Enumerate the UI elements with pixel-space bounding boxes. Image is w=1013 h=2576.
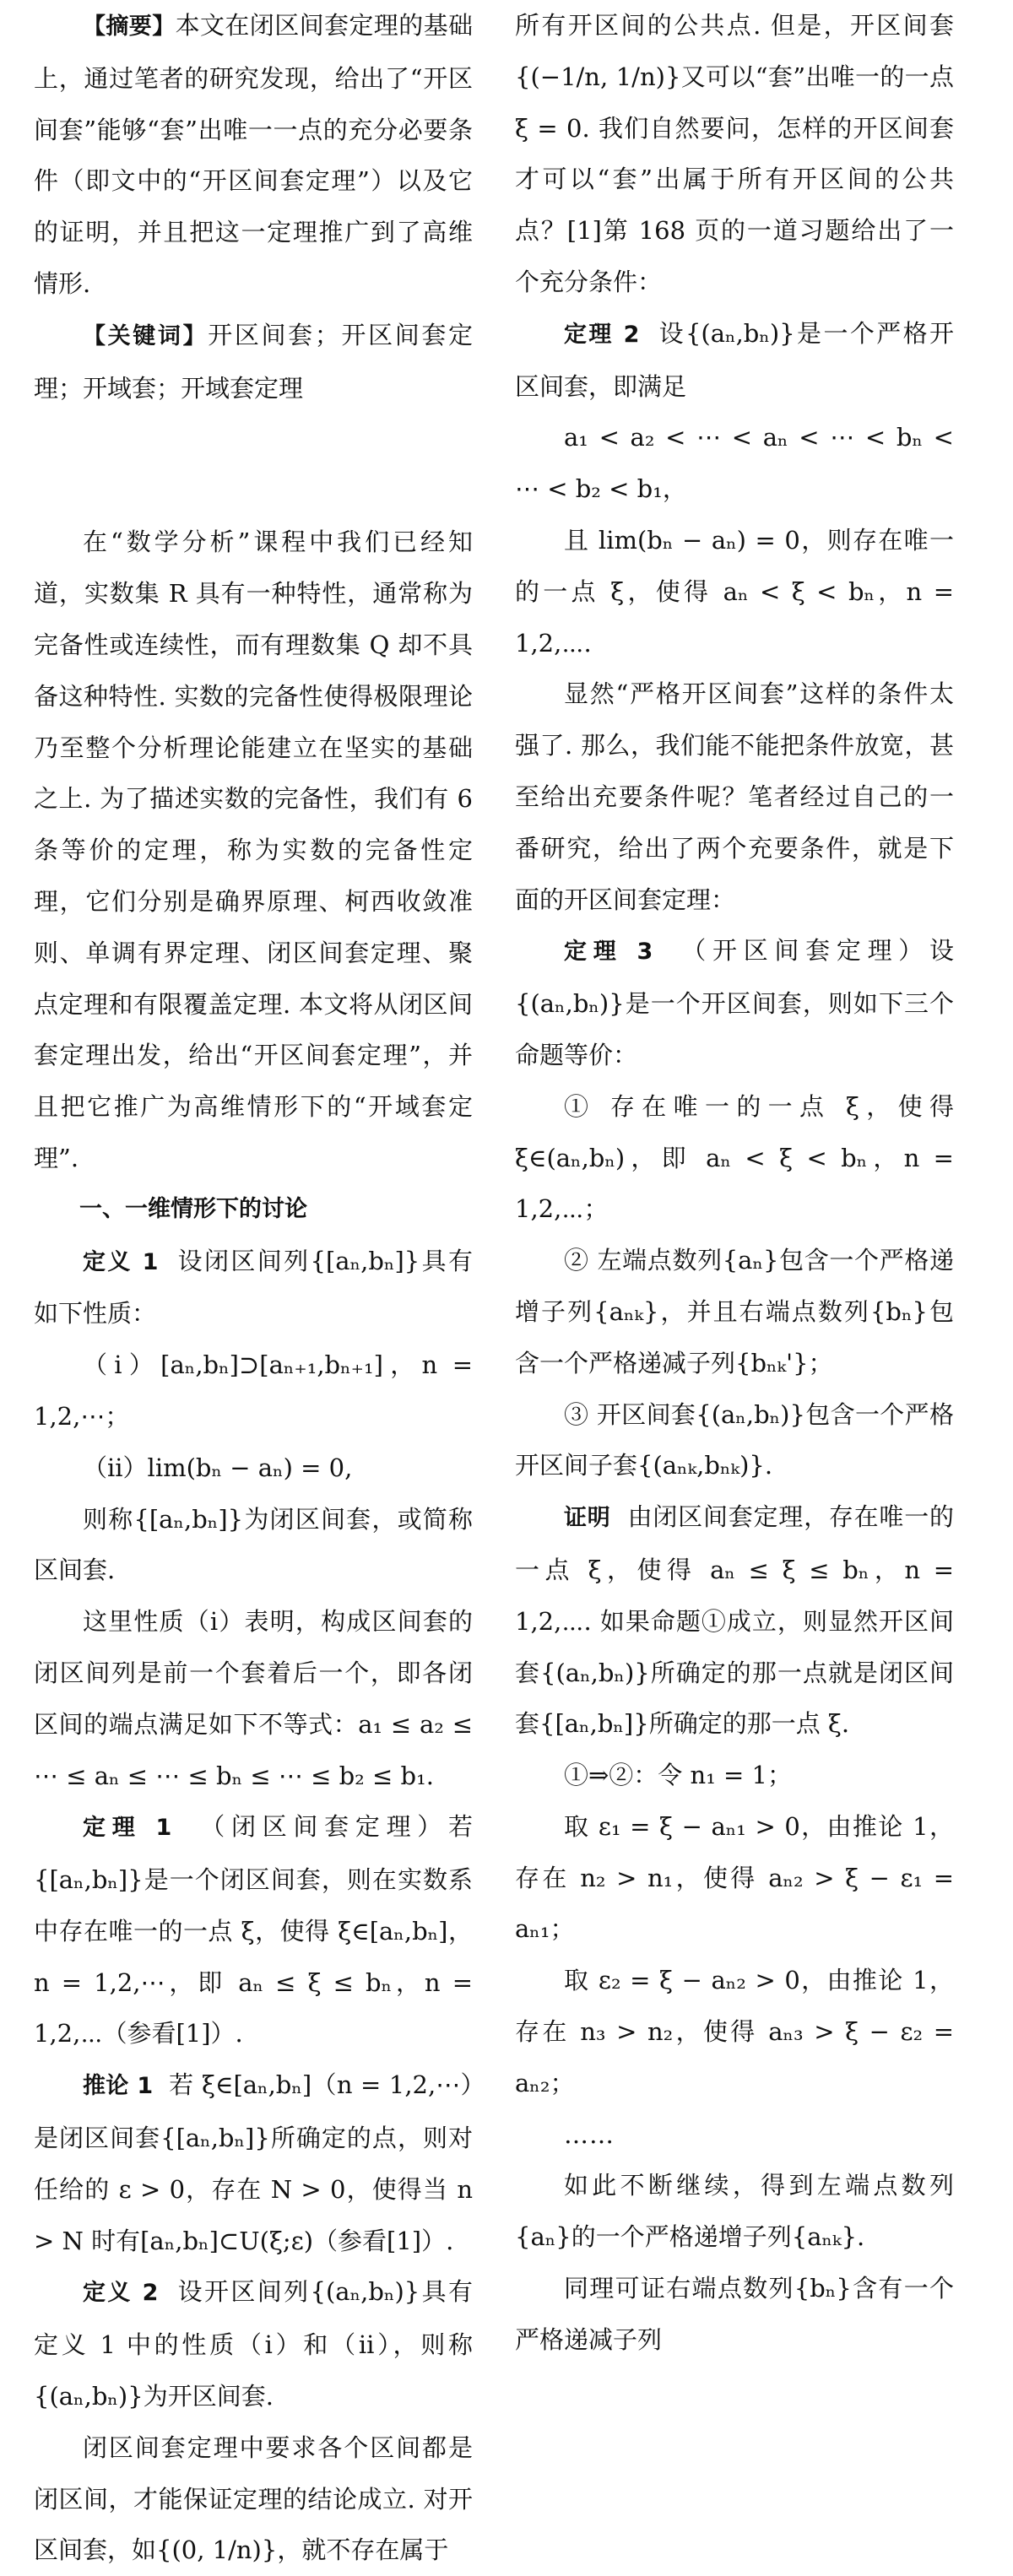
section-title: 一、一维情形下的讨论 [79, 1195, 307, 1222]
def2-label: 定义 2 [83, 2280, 159, 2307]
def2-note: 闭区间套定理中要求各个区间都是闭区间，才能保证定理的结论成立. 对开区间套，如{(0, 1/n)}，就不存在属于 [34, 2433, 473, 2565]
proof [515, 1491, 954, 1750]
thm2-chain: a₁ < a₂ < ⋯ < aₙ < ⋯ < bₙ < ⋯ < b₂ < b₁， [515, 423, 954, 504]
def1-property-ii: （ⅱ）lim(bₙ − aₙ) = 0, [83, 1453, 353, 1482]
thm1-body: （闭区间套定理）若{[aₙ,bₙ]}是一个闭区间套，则在实数系中存在唯一的一点 ξ，使得 ξ∈[aₙ,bₙ]，n = 1,2,⋯，即 aₙ ≤ ξ ≤ bₙ，n = 1,2,⋯（参看[1]）. [34, 1812, 474, 2048]
corollary-1 [34, 2059, 473, 2266]
theorem-2 [515, 308, 954, 413]
thm3-label: 定理 3 [564, 939, 653, 966]
definition-2 [34, 2266, 473, 2422]
ellipsis: …… [564, 2119, 615, 2149]
keywords-label: 【关键词】 [83, 322, 209, 349]
cor1-body: 若 ξ∈[aₙ,bₙ]（n = 1,2,⋯）是闭区间套{[aₙ,bₙ]}所确定的点，则对任给的 ε > 0，存在 N > 0，使得当 n > N 时有[aₙ,bₙ]⊂U(ξ;ε)（参看[1]）. [34, 2070, 474, 2255]
def2-body: 设开区间列{(aₙ,bₙ)}具有定义 1 中的性质（ⅰ）和（ⅱ），则称{(aₙ,bₙ)}为开区间套. [34, 2277, 473, 2411]
def1-conclusion: 则称{[aₙ,bₙ]}为闭区间套，或简称区间套. [34, 1504, 473, 1585]
proof-body: 由闭区间套定理，存在唯一的一点 ξ，使得 aₙ ≤ ξ ≤ bₙ，n = 1,2,⋯. 如果命题①成立，则显然开区间套{(aₙ,bₙ)}所确定的那一点就是闭区间套{[aₙ,bₙ]}所确定的那一点 ξ. [515, 1502, 955, 1739]
abstract-body: 本文在闭区间套定理的基础上，通过笔者的研究发现，给出了“开区间套”能够“套”出唯一一点的充分必要条件（即文中的“开区间套定理”）以及它的证明，并且把这一定理推广到了高维情形. [34, 11, 473, 298]
thm2-body: 设{(aₙ,bₙ)}是一个严格开区间套，即满足 [515, 318, 954, 401]
intro-paragraph: 在“数学分析”课程中我们已经知道，实数集 R 具有一种特性，通常称为完备性或连续性，而有理数集 Q 却不具备这种特性. 实数的完备性使得极限理论乃至整个分析理论能建立在坚实的基础之上. 为了描述实数的完备性，我们有 6 条等价的定理，称为实数的完备性定理，它们分别是确界原理、柯西收敛准则、单调有界定理、闭区间套定理、聚点定理和有限覆盖定理. 本文将从闭区间套定理出发，给出“开区间套定理”，并且把它推广为高维情形下的“开域套定理”. [34, 528, 473, 1172]
thm2-limit: 且 lim(bₙ − aₙ) = 0，则存在唯一的一点 ξ，使得 aₙ < ξ < bₙ，n = 1,2,⋯. [515, 525, 954, 658]
right-column [515, 0, 954, 2366]
proof-step-0: ①⇒②：令 n₁ = 1； [564, 1761, 793, 1790]
abstract-label: 【摘要】 [83, 14, 176, 40]
continued-paragraph: 所有开区间的公共点. 但是，开区间套{(−1/n, 1/n)}又可以“套”出唯一的一点 ξ = 0. 我们自然要问，怎样的开区间套才可以“套”出属于所有开区间的公共点？[1]第 168 页的一道习题给出了一个充分条件： [515, 11, 954, 296]
proof-label: 证明 [564, 1505, 611, 1532]
theorem-1 [34, 1801, 473, 2059]
thm1-label: 定理 1 [83, 1815, 172, 1842]
thm2-label: 定理 2 [564, 321, 640, 348]
thm3-claim-3: ③ 开区间套{(aₙ,bₙ)}包含一个严格开区间子套{(aₙₖ,bₙₖ)}. [515, 1399, 954, 1480]
proof-step-2: 取 ε₂ = ξ − aₙ₂ > 0，由推论 1，存在 n₃ > n₂，使得 aₙ₃ > ξ − ε₂ = aₙ₂； [515, 1966, 954, 2097]
keywords [34, 310, 473, 414]
abstract [34, 0, 473, 310]
theorem-3 [515, 925, 954, 1080]
definition-1 [34, 1236, 473, 1340]
keywords-body: 开区间套；开区间套定理；开域套；开域套定理 [34, 320, 473, 403]
def1-note: 这里性质（ⅰ）表明，构成区间套的闭区间列是前一个套着后一个，即各闭区间的端点满足如下不等式：a₁ ≤ a₂ ≤ ⋯ ≤ aₙ ≤ ⋯ ≤ bₙ ≤ ⋯ ≤ b₂ ≤ b₁. [34, 1607, 473, 1790]
thm3-claim-1: ① 存在唯一的一点 ξ，使得 ξ∈(aₙ,bₙ)，即 aₙ < ξ < bₙ，n = 1,2,⋯； [515, 1091, 954, 1224]
spacer [34, 414, 473, 517]
thm3-body: （开区间套定理）设{(aₙ,bₙ)}是一个开区间套，则如下三个命题等价： [515, 936, 955, 1069]
proof-continue: 如此不断继续，得到左端点数列{aₙ}的一个严格递增子列{aₙₖ}. [515, 2171, 954, 2252]
proof-similar: 同理可证右端点数列{bₙ}含有一个严格递减子列 [515, 2274, 954, 2354]
def1-label: 定义 1 [83, 1248, 159, 1275]
proof-step-1: 取 ε₁ = ξ − aₙ₁ > 0，由推论 1，存在 n₂ > n₁，使得 aₙ₂ > ξ − ε₁ = aₙ₁； [515, 1811, 954, 1944]
def1-body: 设闭区间列{[aₙ,bₙ]}具有如下性质： [34, 1246, 473, 1329]
discussion-paragraph: 显然“严格开区间套”这样的条件太强了. 那么，我们能不能把条件放宽，甚至给出充要条件呢？笔者经过自己的一番研究，给出了两个充要条件，就是下面的开区间套定理： [515, 679, 954, 914]
def1-property-i: （ⅰ）[aₙ,bₙ]⊃[aₙ₊₁,bₙ₊₁]，n = 1,2,⋯； [34, 1350, 473, 1431]
thm3-claim-2: ② 左端点数列{aₙ}包含一个严格递增子列{aₙₖ}，并且右端点数列{bₙ}包含一个严格递减子列{bₙₖ'}； [515, 1246, 954, 1377]
cor1-label: 推论 1 [83, 2073, 154, 2100]
left-column [34, 0, 473, 2576]
